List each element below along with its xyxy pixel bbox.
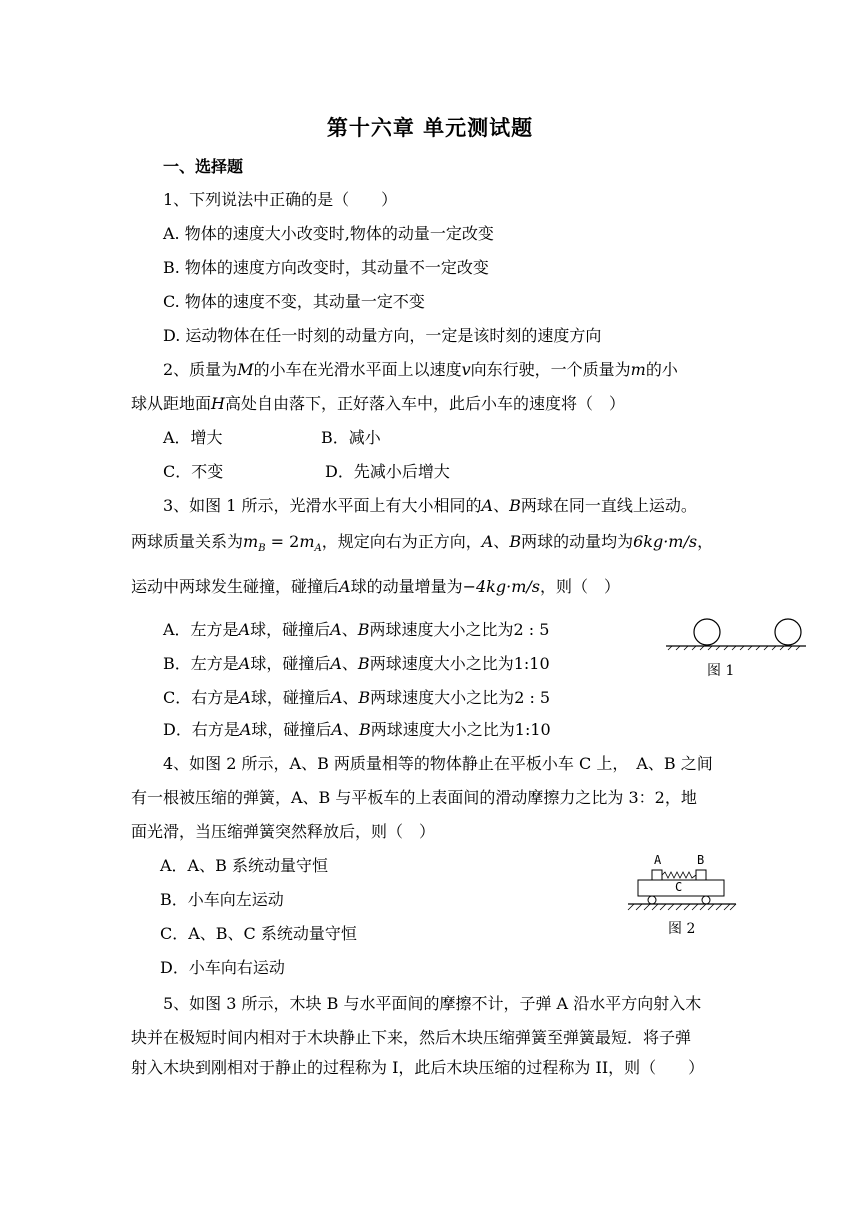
block-a [652,870,662,880]
q2-line1 [163,360,678,380]
ball-left [694,619,720,645]
spring [662,872,696,878]
q1-option-c: C. 物体的速度不变，其动量一定不变 [163,292,425,311]
q3-opt-text: 两球速度大小之比为 [369,620,514,639]
q1-option-d: D. 运动物体在任一时刻的动量方向，一定是该时刻的速度方向 [163,326,602,345]
q3-var-a: A [239,720,252,739]
q4-option-d: D．小车向右运动 [160,958,285,977]
q2-var-v: v [461,360,471,379]
q3-text: ，规定向右为正方向， [321,532,482,551]
q3-ratio: 1:10 [514,720,551,739]
wheel-left [648,896,656,904]
q3-opt-text: 两球速度大小之比为 [370,688,515,707]
q3-var-a: A [330,688,343,707]
q3-line3 [131,577,620,597]
q3-text: 两球在同一直线上运动。 [520,496,697,515]
q3-sub: B [258,543,266,555]
wheel-right [702,896,710,904]
q2-var-m: m [630,360,646,379]
q2-text: 球从距地面 [131,394,212,413]
q3-var-b: B [509,532,522,551]
q3-var-a: A [238,620,251,639]
q2-text: 高处自由落下，正好落入车中，此后小车的速度将（ ） [224,394,625,413]
figure-2-label-c: C [675,880,683,894]
figure-2-label-a: A [654,853,662,867]
q3-line2: 两球质量关系为$m_B = 2m_A$，规定向右为正方向，A、B两球的动量均为6kg·m/s， [131,532,714,555]
block-b [696,870,706,880]
q3-opt-text: 球，碰撞后 [250,688,331,707]
q5-line1: 5、如图 3 所示，木块 B 与水平面间的摩擦不计，子弹 A 沿水平方向射入木 [163,994,702,1013]
q3-var-b: B [357,654,370,673]
q3-ratio: 2 : 5 [514,688,551,707]
q2-text: 2、质量为 [163,360,238,379]
figure-2-label-b: B [697,853,705,867]
q3-num: 2 [289,532,300,551]
q3-momentum: 6kg·m/s [633,532,698,551]
q3-option-a: A．左方是A球，碰撞后A、B两球速度大小之比为2 : 5 [163,620,550,639]
q3-opt-text: 两球速度大小之比为 [370,720,515,739]
q1-option-b: B. 物体的速度方向改变时，其动量不一定改变 [163,258,489,277]
q3-text: 两球质量关系为 [131,532,244,551]
q3-var-b: B [358,688,371,707]
figure-2-caption: 图 2 [668,921,696,937]
q4-option-b: B．小车向左运动 [160,890,284,909]
q3-var-a: A [239,688,251,707]
q3-opt-text: 球，碰撞后 [251,720,332,739]
q3-var: m [243,532,259,551]
q4-option-c: C．A、B、C 系统动量守恒 [160,924,357,943]
q3-opt-text: 球，碰撞后 [250,654,331,673]
q1-option-a: A. 物体的速度大小改变时,物体的动量一定改变 [163,224,494,243]
q3-var-b: B [357,620,370,639]
page-title: 第十六章 单元测试题 [326,116,534,140]
section-heading: 一、选择题 [163,157,244,176]
q3-option-d: D．右方是A球，碰撞后A、B两球速度大小之比为1:10 [163,720,551,739]
q3-var-b: B [359,720,371,739]
q3-text: 两球的动量均为 [521,532,634,551]
ground-hatch [628,904,736,910]
ball-right [775,619,801,645]
q3-option-c: C．右方是A球，碰撞后A、B两球速度大小之比为2 : 5 [163,688,551,707]
q3-opt-text: D．右方是 [163,720,240,739]
q3-var-b: B [509,496,521,515]
q3-opt-text: 球，碰撞后 [250,620,331,639]
q3-var-a: A [481,532,494,551]
q3-var: m [299,532,315,551]
q3-opt-text: B．左方是 [163,654,239,673]
q2-text: 的小车在光滑水平面上以速度 [253,360,462,379]
q3-opt-text: A．左方是 [163,620,239,639]
q1-stem: 1、下列说法中正确的是（ ） [163,190,398,209]
q4-line1: 4、如图 2 所示，A、B 两质量相等的物体静止在平板小车 C 上， A、B 之间 [163,754,713,773]
q2-text: 向东行驶，一个质量为 [470,360,631,379]
q3-delta: −4kg·m/s [462,577,540,596]
q5-line3: 射入木块到刚相对于静止的过程称为 I，此后木块压缩的过程称为 II，则（ ） [131,1058,705,1077]
q3-line1: 3、如图 1 所示，光滑水平面上有大小相同的A、B两球在同一直线上运动。 [163,496,697,515]
q3-text: 3、如图 1 所示，光滑水平面上有大小相同的 [163,496,482,515]
q3-ratio: 2 : 5 [513,620,550,639]
q3-text: 运动中两球发生碰撞，碰撞后 [131,577,340,596]
q5-line2: 块并在极短时间内相对于木块静止下来，然后木块压缩弹簧至弹簧最短．将子弹 [131,1028,692,1047]
figure-1-caption: 图 1 [707,663,735,679]
q3-text: ， [697,532,714,551]
q3-var-a: A [331,720,343,739]
q4-line3: 面光滑，当压缩弹簧突然释放后，则（ ） [131,822,436,841]
q3-var-a: A [238,654,251,673]
q3-ratio: 1:10 [513,654,550,673]
figure-1-two-balls [662,614,754,660]
q3-opt-text: 两球速度大小之比为 [369,654,514,673]
q3-var-a: A [330,620,342,639]
figure-1-right-part [754,614,806,660]
q3-opt-text: C．右方是 [163,688,240,707]
q4-line2: 有一根被压缩的弹簧，A、B 与平板车的上表面间的滑动摩擦力之比为 3：2，地 [131,788,697,807]
q3-text: 球的动量增量为 [350,577,463,596]
q3-var-a: A [330,654,342,673]
q2-var-h: H [211,394,225,413]
q2-option-d: D．先减小后增大 [325,462,450,481]
q2-option-b: B．减小 [321,428,381,447]
q2-line2 [131,394,625,414]
q3-var-a: A [339,577,351,596]
q3-sub: A [314,543,322,555]
q3-var-a: A [481,496,494,515]
q3-text: ，则（ ） [539,577,620,596]
q2-text: 的小 [645,360,678,379]
q4-option-a: A．A、B 系统动量守恒 [160,856,328,875]
q2-var-m-big: M [237,360,254,379]
q2-option-c: C．不变 [163,462,224,481]
q2-option-a: A．增大 [163,428,223,447]
q3-option-b: B．左方是A球，碰撞后A、B两球速度大小之比为1:10 [163,654,550,673]
